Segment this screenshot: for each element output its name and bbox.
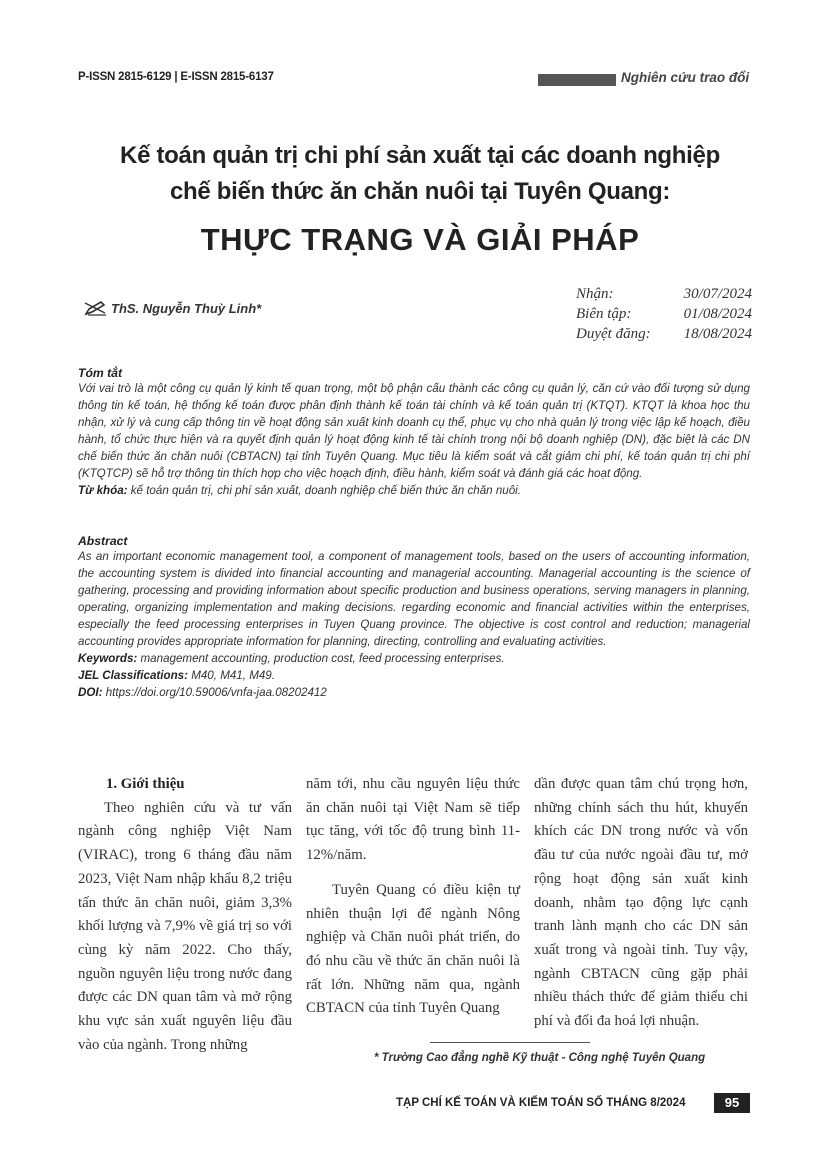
author-name: ThS. Nguyễn Thuỳ Linh* [111, 300, 262, 316]
date-label: Nhận: [576, 286, 614, 302]
keywords-label-vi: Từ khóa: [78, 484, 128, 497]
doi-line [78, 684, 750, 701]
body-column-1 [78, 773, 292, 1057]
abstract-text-en: As an important economic management tool, a component of management tools, based on the users of accounting information, the accounting system is divided into financial accounting and managerial accounting. Managerial accounting is the science of gathering, processing and providing information about specific production and business operations, serving managers in planning, operating, organizing implementation and making decisions. regarding economic and financial activities within the enterprises, especially the feed processing enterprises in Tuyen Quang province. The objective is cost control and reduction; managerial accounting provides appropriate information for planning, directing, controlling and evaluating activities. [78, 550, 750, 648]
body-paragraph: dần được quan tâm chú trọng hơn, những chính sách thu hút, khuyến khích các DN trong nước và vốn đầu tư của nước ngoài đầu tư, mở rộng hoạt động sản xuất kinh doanh, nhằm tạo động lực cạnh tranh lành mạnh cho các DN sản xuất trong và ngoài tỉnh. Tuy vậy, ngành CBTACN cũng gặp phải nhiều thách thức để giảm thiểu chi phí và đối đa hoá lợi nhuận. [534, 776, 748, 1030]
date-value: 18/08/2024 [683, 326, 752, 342]
section-label: Nghiên cứu trao đổi [621, 70, 750, 85]
page-number: 95 [714, 1093, 750, 1113]
submission-dates [576, 284, 752, 344]
abstract-english [78, 534, 750, 701]
body-column-2 [306, 773, 520, 1021]
doi-label: DOI: [78, 686, 103, 699]
keywords-en [78, 650, 750, 667]
keywords-text-vi: kế toán quản trị, chi phí sản xuất, doanh nghiệp chế biến thức ăn chăn nuôi. [130, 484, 521, 497]
issn-line: P-ISSN 2815-6129 | E-ISSN 2815-6137 [78, 71, 274, 83]
abstract-heading-vi: Tóm tắt [78, 366, 123, 380]
date-value: 01/08/2024 [683, 306, 752, 322]
date-row-received [576, 284, 752, 304]
jel-label: JEL Classifications: [78, 669, 188, 682]
article-title-line-1: Kế toán quản trị chi phí sản xuất tại các doanh nghiệp [120, 142, 720, 169]
date-label: Biên tập: [576, 306, 632, 322]
body-paragraph: Theo nghiên cứu và tư vấn ngành công nghiệp Việt Nam (VIRAC), trong 6 tháng đầu năm 2023, Việt Nam nhập khẩu 8,2 triệu tấn thức ăn chăn nuôi, giảm 3,3% khối lượng và 7,9% về giá trị so với cùng kỳ năm 2022. Cho thấy, nguồn nguyên liệu trong nước đang được các DN quan tâm và mở rộng khu vực sản xuất nguyên liệu đầu vào của ngành. Trong những [78, 799, 292, 1053]
keywords-vi [78, 482, 750, 499]
date-row-edited [576, 304, 752, 324]
body-paragraph: Tuyên Quang có điều kiện tự nhiên thuận lợi để ngành Nông nghiệp và Chăn nuôi phát triển, do đó nhu cầu về thức ăn chăn nuôi là rất lớn. Những năm qua, ngành CBTACN của tỉnh Tuyên Quang [306, 881, 520, 1017]
header-decorative-bar [538, 74, 616, 86]
article-title-line-3: THỰC TRẠNG VÀ GIẢI PHÁP [200, 222, 640, 257]
section-heading: 1. Giới thiệu [106, 776, 185, 792]
article-title-line-2: chế biến thức ăn chăn nuôi tại Tuyên Quang: [169, 178, 671, 205]
abstract-text-vi: Với vai trò là một công cụ quản lý kinh tế quan trọng, một bộ phận cấu thành các công cụ quản lý, căn cứ vào đối tượng sử dụng thông tin kế toán, hệ thống kế toán được phân định thành kế toán tài chính và kế toán quản trị (KTQT). KTQT là khoa học thu nhận, xử lý và cung cấp thông tin về hoạt động sản xuất kinh doanh cụ thể, phục vụ cho nhà quản lý trong việc lập kế hoạch, điều hành, tổ chức thực hiện và ra quyết định quản lý hoạt động kinh tế tài chính trong nội bộ doanh nghiệp (DN), đặc biệt là các DN chế biến thức ăn chăn nuôi (CBTACN) tại tỉnh Tuyên Quang. Mục tiêu là kiểm soát và cắt giảm chi phí, kế toán quản trị chi phí (KTQTCP) sẽ hỗ trợ thông tin thích hợp cho việc hoạch định, điều hành, kiểm soát và đánh giá các hoạt động. [78, 382, 750, 480]
date-label: Duyệt đăng: [576, 326, 651, 342]
abstract-heading-en: Abstract [78, 534, 128, 548]
footnote-rule [430, 1042, 590, 1043]
body-paragraph: năm tới, nhu cầu nguyên liệu thức ăn chăn nuôi tại Việt Nam sẽ tiếp tục tăng, với tốc độ trung bình 11-12%/năm. [306, 776, 520, 864]
keywords-label-en: Keywords: [78, 652, 138, 665]
abstract-vietnamese [78, 366, 750, 499]
date-value: 30/07/2024 [683, 286, 752, 302]
doi-link[interactable]: https://doi.org/10.59006/vnfa-jaa.08202412 [105, 686, 327, 699]
affiliation-footnote: * Trường Cao đẳng nghề Kỹ thuật - Công nghệ Tuyên Quang [374, 1052, 706, 1064]
pen-icon [84, 300, 108, 316]
jel-classifications [78, 667, 750, 684]
body-column-3 [534, 773, 748, 1034]
jel-codes: M40, M41, M49. [191, 669, 275, 682]
date-row-approved [576, 324, 752, 344]
keywords-text-en: management accounting, production cost, feed processing enterprises. [140, 652, 505, 665]
author-block [84, 300, 261, 316]
journal-footer: TẠP CHÍ KẾ TOÁN VÀ KIỂM TOÁN SỐ THÁNG 8/2024 [396, 1097, 686, 1109]
